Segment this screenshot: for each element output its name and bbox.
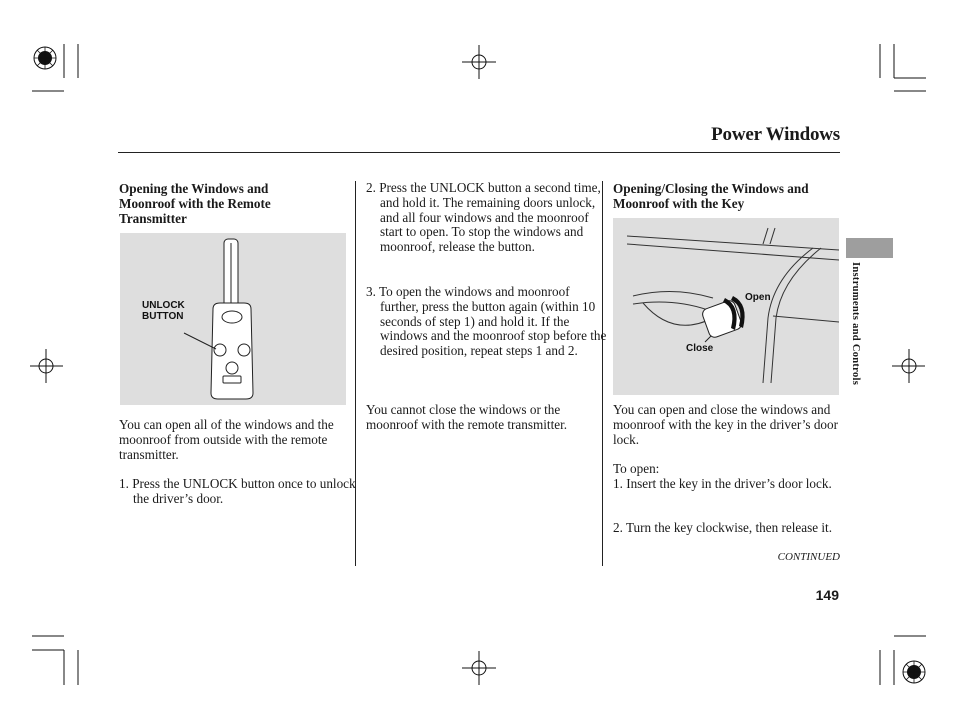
- key-step-1: 1. Insert the key in the driver’s door lock.: [613, 476, 832, 491]
- continued-label: CONTINUED: [777, 551, 840, 563]
- door-key-figure: [613, 218, 839, 395]
- section-heading-key: Opening/Closing the Windows and Moonroof with the Key: [613, 181, 809, 211]
- unlock-button-label: UNLOCK BUTTON: [142, 300, 185, 322]
- close-label: Close: [686, 343, 714, 354]
- key-intro-paragraph: You can open and close the windows and moonroof with the key in the driver’s door lock.: [613, 402, 838, 447]
- page-title: Power Windows: [711, 124, 840, 145]
- registration-mark-right: [892, 349, 925, 383]
- starburst-mark-top-left: [34, 47, 56, 69]
- section-heading-remote: Opening the Windows and Moonroof with the Remote Transmitter: [119, 181, 271, 226]
- section-tab: [846, 238, 893, 258]
- column-divider: [355, 181, 356, 566]
- remote-transmitter-figure: [120, 233, 346, 405]
- remote-intro-paragraph: You can open all of the windows and the moonroof from outside with the remote transmitter.: [119, 417, 334, 462]
- open-label: Open: [745, 292, 771, 303]
- page-number: 149: [815, 587, 839, 603]
- title-rule: [118, 152, 840, 153]
- registration-mark-top: [462, 45, 496, 79]
- remote-step-1: 1. Press the UNLOCK button once to unlock the driver’s door.: [119, 476, 356, 506]
- registration-mark-bottom: [462, 651, 496, 685]
- door-lock-illustration: [613, 218, 839, 395]
- starburst-mark-bottom-right: [903, 661, 925, 683]
- registration-mark-left: [30, 349, 63, 383]
- remote-close-note: You cannot close the windows or the moonroof with the remote transmitter.: [366, 402, 568, 432]
- section-tab-label: Instruments and Controls: [850, 262, 861, 386]
- remote-step-2: 2. Press the UNLOCK button a second time, and hold it. The remaining doors unlock, and all four windows and the moonroof start to open. To stop the windows and moonroof, release the button.: [366, 180, 601, 255]
- to-open-label: To open:: [613, 461, 660, 476]
- key-step-2: 2. Turn the key clockwise, then release it.: [613, 520, 833, 535]
- remote-step-3: 3. To open the windows and moonroof further, press the button again (within 10 seconds of step 1) and hold it. If the windows and the moonroof stop before the desired position, repeat steps 1 and 2.: [366, 284, 607, 359]
